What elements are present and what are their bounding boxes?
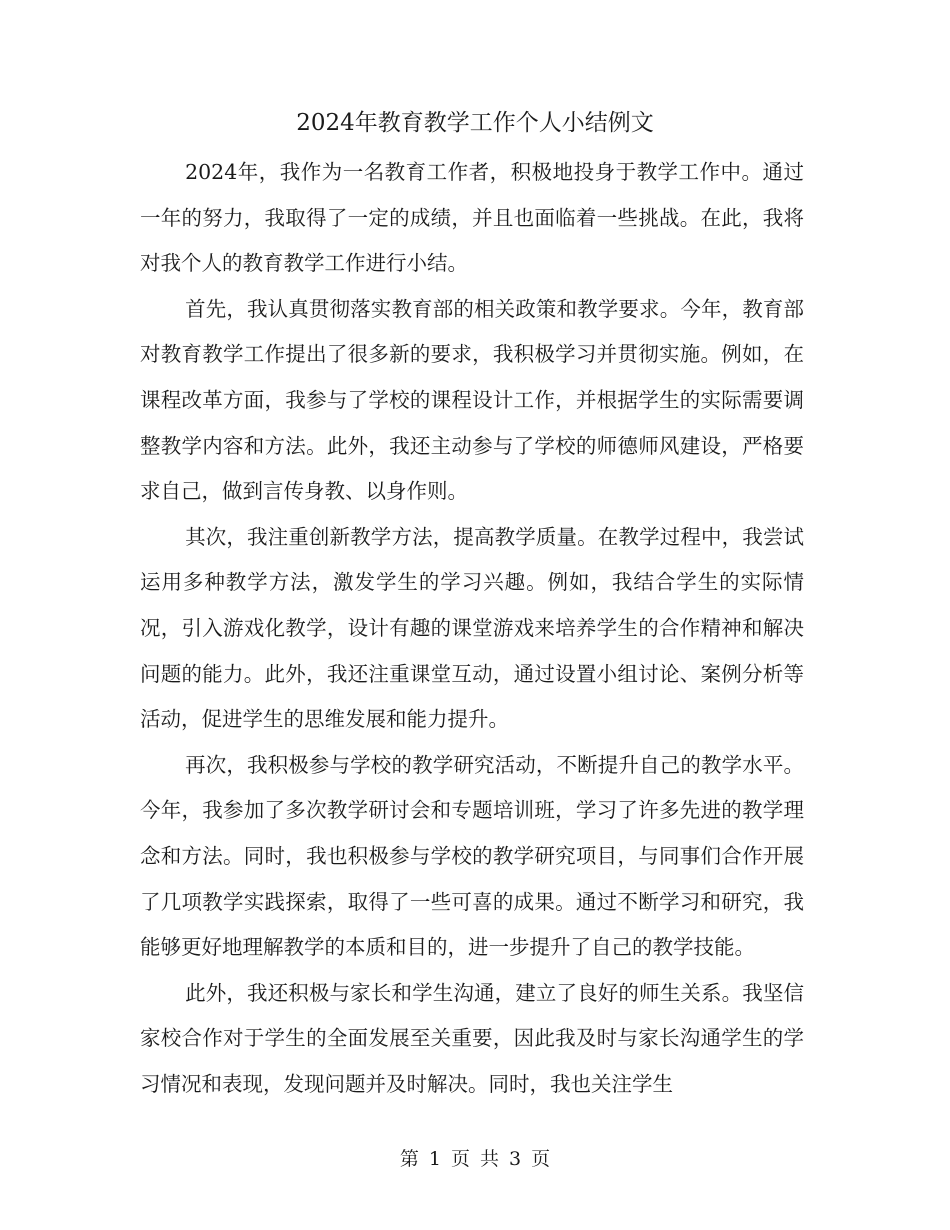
- paragraph-first: 首先，我认真贯彻落实教育部的相关政策和教学要求。今年，教育部对教育教学工作提出了很多新的要求，我积极学习并贯彻实施。例如，在课程改革方面，我参与了学校的课程设计工作，并根据学生的实际需要调整教学内容和方法。此外，我还主动参与了学校的师德师风建设，严格要求自己，做到言传身教、以身作则。: [140, 296, 804, 504]
- paragraph-intro: 2024年，我作为一名教育工作者，积极地投身于教学工作中。通过一年的努力，我取得了一定的成绩，并且也面临着一些挑战。在此，我将对我个人的教育教学工作进行小结。: [140, 160, 804, 276]
- paragraph-fourth: 此外，我还积极与家长和学生沟通，建立了良好的师生关系。我坚信家校合作对于学生的全面发展至关重要，因此我及时与家长沟通学生的学习情况和表现，发现问题并及时解决。同时，我也关注学生: [140, 980, 804, 1096]
- document-body: [140, 150, 804, 1107]
- page-number-footer: 第 1 页 共 3 页: [399, 1148, 551, 1170]
- paragraph-third: 再次，我积极参与学校的教学研究活动，不断提升自己的教学水平。今年，我参加了多次教学研讨会和专题培训班，学习了许多先进的教学理念和方法。同时，我也积极参与学校的教学研究项目，与同事们合作开展了几项教学实践探索，取得了一些可喜的成果。通过不断学习和研究，我能够更好地理解教学的本质和目的，进一步提升了自己的教学技能。: [140, 752, 804, 960]
- paragraph-second: 其次，我注重创新教学方法，提高教学质量。在教学过程中，我尝试运用多种教学方法，激发学生的学习兴趣。例如，我结合学生的实际情况，引入游戏化教学，设计有趣的课堂游戏来培养学生的合作精神和解决问题的能力。此外，我还注重课堂互动，通过设置小组讨论、案例分析等活动，促进学生的思维发展和能力提升。: [140, 524, 804, 732]
- document-title: 2024年教育教学工作个人小结例文: [296, 110, 654, 136]
